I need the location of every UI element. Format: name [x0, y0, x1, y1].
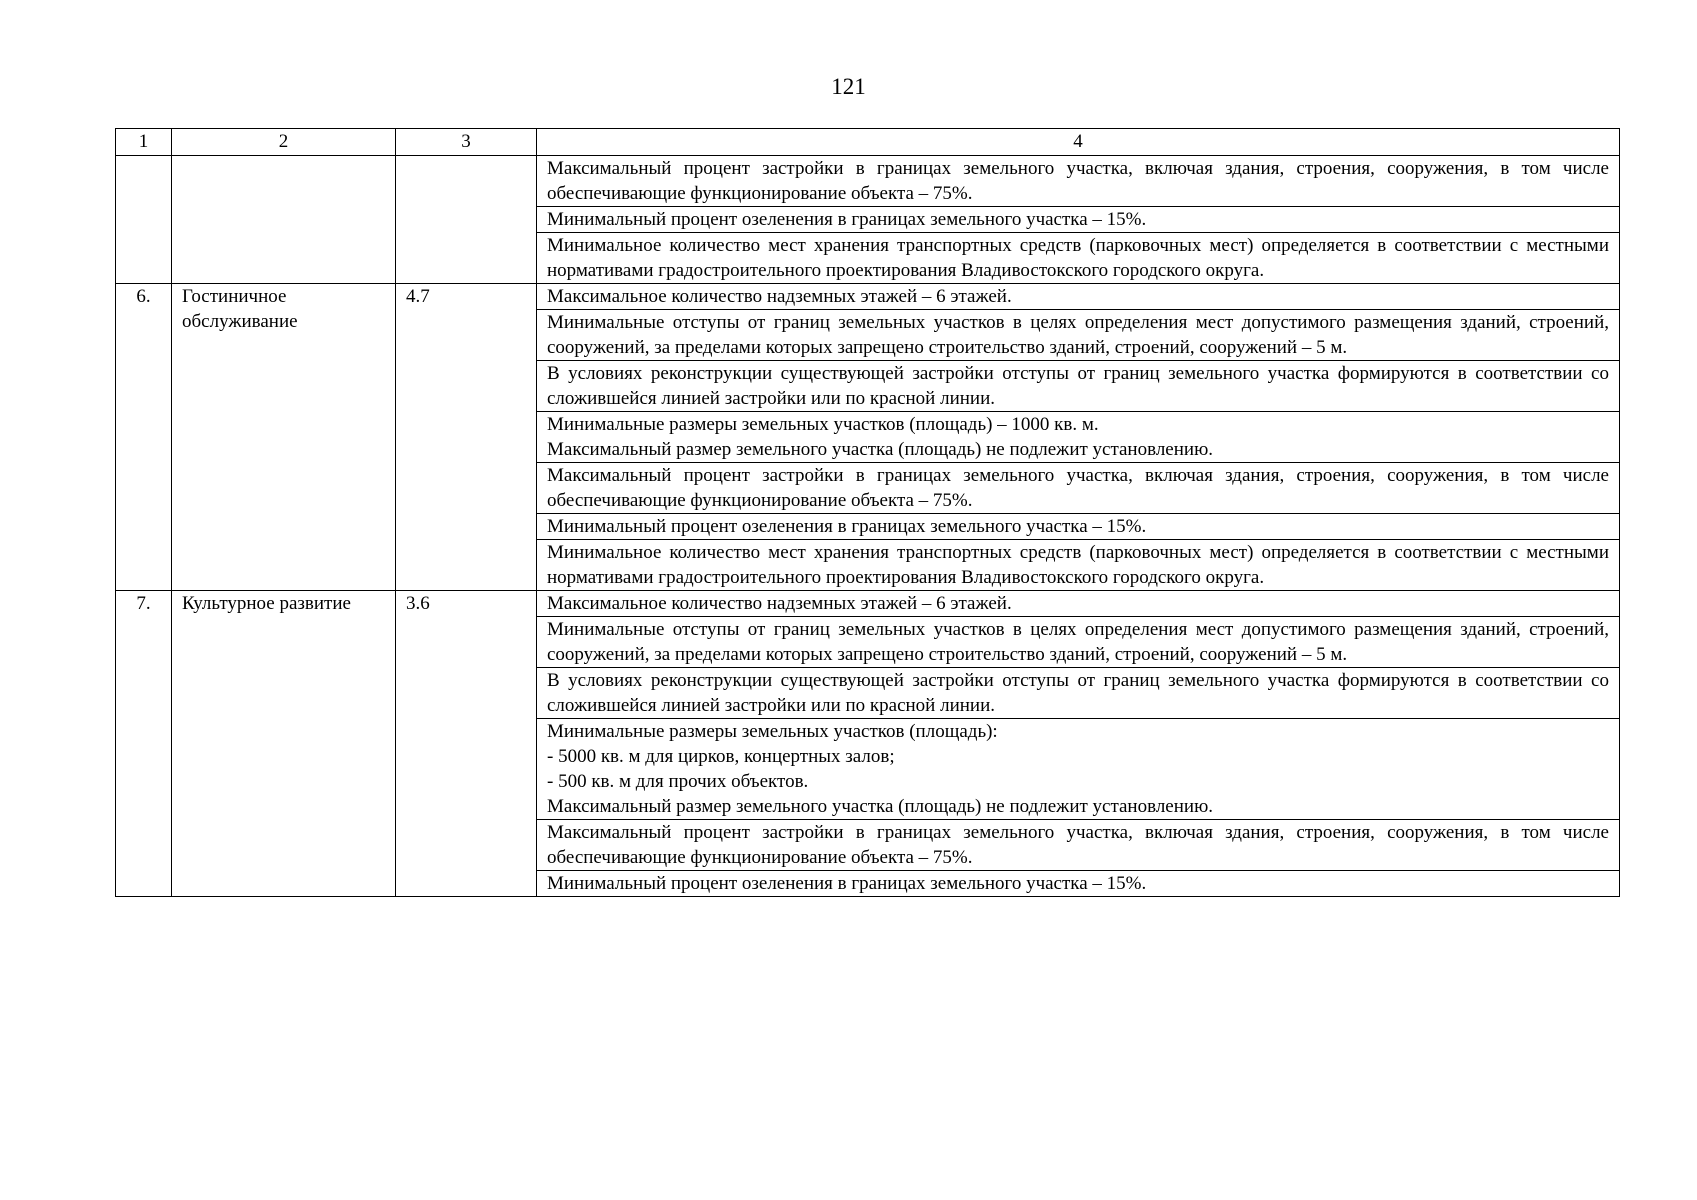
requirement-line: Минимальный процент озеленения в границах земельного участка – 15%.	[547, 516, 1147, 537]
requirement-line: Минимальное количество мест хранения транспортных средств (парковочных мест) определяется в соответствии с местными нормативами градостроительного проектирования Владивостокского городского округа.	[547, 542, 1609, 588]
requirement-cell: Максимальный процент застройки в границах земельного участка, включая здания, строения, сооружения, в том числе обеспечивающие функционирование объекта – 75%.	[537, 156, 1620, 207]
requirement-cell	[537, 514, 1620, 540]
requirement-cell	[537, 412, 1620, 463]
header-cell-4: 4	[537, 129, 1620, 156]
use-code-cell: 4.7	[396, 284, 537, 591]
requirement-cell	[537, 617, 1620, 668]
table-row	[116, 591, 1620, 617]
requirement-cell	[537, 284, 1620, 310]
header-cell-1: 1	[116, 129, 172, 156]
requirement-cell	[537, 310, 1620, 361]
table-row	[116, 284, 1620, 310]
use-code-cell: 3.6	[396, 591, 537, 897]
requirement-line: В условиях реконструкции существующей застройки отступы от границ земельного участка формируются в соответствии со сложившейся линией застройки или по красной линии.	[547, 363, 1609, 409]
requirement-line: Максимальное количество надземных этажей – 6 этажей.	[547, 286, 1012, 307]
requirement-cell	[537, 463, 1620, 514]
requirement-line: Минимальные размеры земельных участков (площадь) – 1000 кв. м.	[547, 414, 1099, 435]
requirement-line: - 500 кв. м для прочих объектов.	[547, 771, 809, 792]
requirement-cell	[537, 719, 1620, 820]
requirement-line: Максимальное количество надземных этажей – 6 этажей.	[547, 593, 1012, 614]
regulations-table	[115, 128, 1620, 897]
table-body	[116, 156, 1620, 897]
requirement-cell	[537, 361, 1620, 412]
requirement-line: Максимальный размер земельного участка (площадь) не подлежит установлению.	[547, 439, 1214, 460]
header-cell-2: 2	[172, 129, 396, 156]
use-name-cell: Гостиничное обслуживание	[172, 284, 396, 591]
requirement-line: Минимальный процент озеленения в границах земельного участка – 15%.	[547, 873, 1147, 894]
use-name-cell: Культурное развитие	[172, 591, 396, 897]
use-code-cell	[396, 156, 537, 284]
row-number-cell	[116, 156, 172, 284]
requirement-cell: Минимальное количество мест хранения транспортных средств (парковочных мест) определяется в соответствии с местными нормативами градостроительного проектирования Владивостокского городского округа.	[537, 233, 1620, 284]
requirement-line: Минимальные размеры земельных участков (площадь):	[547, 721, 998, 742]
requirement-line: В условиях реконструкции существующей застройки отступы от границ земельного участка формируются в соответствии со сложившейся линией застройки или по красной линии.	[547, 670, 1609, 716]
requirement-line: Минимальные отступы от границ земельных участков в целях определения мест допустимого размещения зданий, строений, сооружений, за пределами которых запрещено строительство зданий, строений, сооружений – 5 м.	[547, 312, 1609, 358]
use-name-cell	[172, 156, 396, 284]
requirement-cell: Минимальный процент озеленения в границах земельного участка – 15%.	[537, 207, 1620, 233]
requirement-line: Максимальный размер земельного участка (площадь) не подлежит установлению.	[547, 796, 1214, 817]
page-number: 121	[831, 74, 866, 99]
table-header-row	[116, 129, 1620, 156]
row-number-cell: 6.	[116, 284, 172, 591]
requirement-line: - 5000 кв. м для цирков, концертных залов;	[547, 746, 895, 767]
requirement-line: Максимальный процент застройки в границах земельного участка, включая здания, строения, сооружения, в том числе обеспечивающие функционирование объекта – 75%.	[547, 822, 1609, 868]
requirement-line: Минимальные отступы от границ земельных участков в целях определения мест допустимого размещения зданий, строений, сооружений, за пределами которых запрещено строительство зданий, строений, сооружений – 5 м.	[547, 619, 1609, 665]
header-cell-3: 3	[396, 129, 537, 156]
requirement-cell	[537, 820, 1620, 871]
row-number-cell: 7.	[116, 591, 172, 897]
requirement-cell	[537, 871, 1620, 897]
requirement-cell	[537, 540, 1620, 591]
requirement-cell	[537, 668, 1620, 719]
requirement-line: Максимальный процент застройки в границах земельного участка, включая здания, строения, сооружения, в том числе обеспечивающие функционирование объекта – 75%.	[547, 465, 1609, 511]
requirement-cell	[537, 591, 1620, 617]
table-row	[116, 156, 1620, 207]
